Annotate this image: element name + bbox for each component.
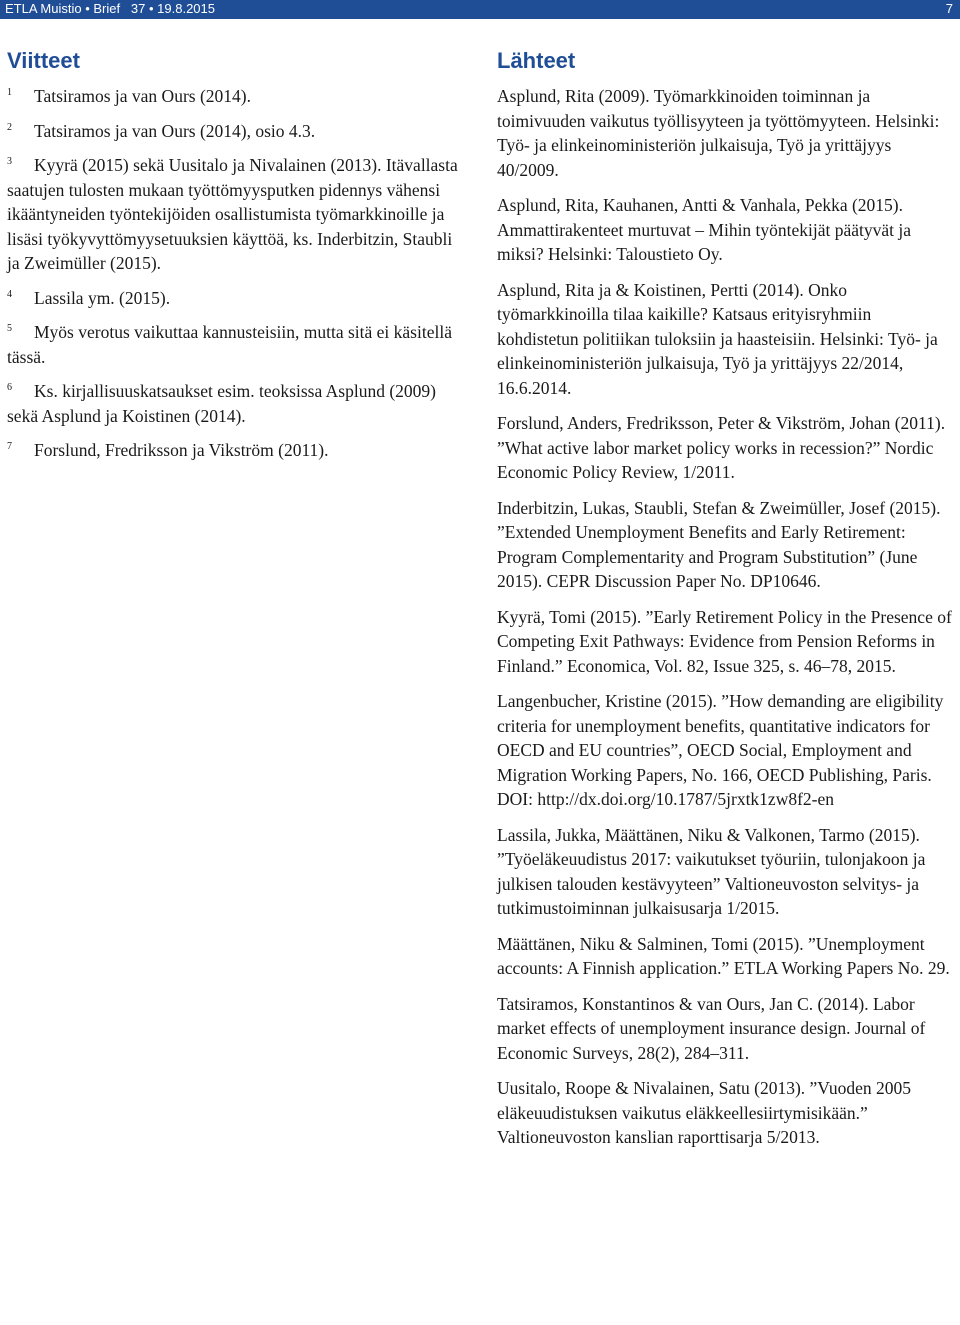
notes-column xyxy=(7,84,459,473)
reference-entry: Langenbucher, Kristine (2015). ”How demanding are eligibility criteria for unemployment benefits, quantitative indicators for OECD and EU countries”, OECD Social, Employment and Migration Working Papers, No. 166, OECD Publishing, Paris. DOI: http://dx.doi.org/10.1787/5jrxtk1zw8f2-en xyxy=(497,691,944,809)
reference-entry: Lassila, Jukka, Määttänen, Niku & Valkonen, Tarmo (2015). ”Työeläkeuudistus 2017: vaikutukset työuriin, tulonjakoon ja julkisen talouden kestävyyteen” Valtioneuvoston selvitys- ja tutkimustoiminnan julkaisusarja 1/2015. xyxy=(497,824,926,918)
footnote-text: Forslund, Fredriksson ja Vikström (2011). xyxy=(34,440,329,460)
footnote-text: Lassila ym. (2015). xyxy=(34,287,171,308)
footnote-3: $^3$ Kyyrä (2015) sekä Uusitalo ja Nivalainen (2013). Itävallasta saatujen tulosten mukaan työttömyysputken pidennys vähensi ikääntyneiden työntekijöiden osallistumista työmarkkinoille ja lisäsi työkyvyttömyysetuuksien käyttöä, ks. Inderbitzin, Staubli ja Zweimüller (2015). xyxy=(7,155,458,273)
reference-entry: Asplund, Rita (2009). Työmarkkinoiden toiminnan ja toimivuuden vaikutus työllisyyteen ja työttömyyteen. Helsinki: Työ- ja elinkeinoministeriön julkaisuja, Työ ja yrittäjyys 40/2009. xyxy=(497,86,940,180)
reference-entry: Asplund, Rita ja & Koistinen, Pertti (2014). Onko työmarkkinoilla tilaa kaikille? Katsaus erityisryhmiin kohdistetun politiikan tuloksiin ja haasteisiin. Helsinki: Työ- ja elinkeinoministeriön julkaisuja, Työ ja yrittäjyys 22/2014, 16.6.2014. xyxy=(497,279,938,398)
publication-info: ETLA Muistio • Brief 37 • 19.8.2015 xyxy=(5,1,215,16)
reference-entry: Asplund, Rita, Kauhanen, Antti & Vanhala, Pekka (2015). Ammattirakenteet murtuvat – Mihin työntekijät päätyvät ja miksi? Helsinki: Taloustieto Oy. xyxy=(497,195,912,264)
footnote-6: $^6$ Ks. kirjallisuuskatsaukset esim. teoksissa Asplund (2009) sekä Asplund ja Koistinen (2014). xyxy=(7,381,436,426)
footnote-4: $^4$ Lassila ym. (2015). xyxy=(7,287,171,308)
page-number: 7 xyxy=(945,1,953,16)
footnote-text: Kyyrä (2015) sekä Uusitalo ja Nivalainen (2013). Itävallasta saatujen tulosten mukaan työttömyysputken pidennys vähensi ikääntyneiden työntekijöiden osallistumista työmarkkinoille ja lisäsi työkyvyttömyysetuuksien käyttöä, ks. Inderbitzin, Staubli ja Zweimüller (2015). xyxy=(7,155,458,273)
footnote-text: Ks. kirjallisuuskatsaukset esim. teoksissa Asplund (2009) sekä Asplund ja Koistinen (2014). xyxy=(7,381,436,426)
footnote-5: $^5$ Myös verotus vaikuttaa kannusteisiin, mutta sitä ei käsitellä tässä. xyxy=(7,322,452,367)
footnote-1: $^1$ Tatsiramos ja van Ours (2014). xyxy=(7,86,251,106)
footnote-7: $^7$ Forslund, Fredriksson ja Vikström (2011). xyxy=(7,440,329,460)
footnote-text: Tatsiramos ja van Ours (2014). xyxy=(34,86,251,106)
reference-entry: Inderbitzin, Lukas, Staubli, Stefan & Zweimüller, Josef (2015). ”Extended Unemployment Benefits and Early Retirement: Program Complementarity and Program Substitution” (June 2015). CEPR Discussion Paper No. DP10646. xyxy=(497,497,941,591)
footnote-text: Tatsiramos ja van Ours (2014), osio 4.3. xyxy=(34,120,316,141)
page-header xyxy=(0,0,960,19)
references-heading: Lähteet xyxy=(497,48,576,73)
reference-entry: Forslund, Anders, Fredriksson, Peter & Vikström, Johan (2011). ”What active labor market policy works in recession?” Nordic Economic Policy Review, 1/2011. xyxy=(497,413,946,482)
notes-heading: Viitteet xyxy=(7,48,80,73)
references-column xyxy=(497,84,955,1161)
reference-entry: Kyyrä, Tomi (2015). ”Early Retirement Policy in the Presence of Competing Exit Pathways: Evidence from Pension Reforms in Finland.” Economica, Vol. 82, Issue 325, s. 46–78, 2015. xyxy=(497,606,952,676)
footnote-text: Myös verotus vaikuttaa kannusteisiin, mutta sitä ei käsitellä tässä. xyxy=(7,322,452,367)
reference-entry: Uusitalo, Roope & Nivalainen, Satu (2013). ”Vuoden 2005 eläkeuudistuksen vaikutus eläkkeellesiirtymisikään.” Valtioneuvoston kanslian raporttisarja 5/2013. xyxy=(497,1078,912,1147)
reference-entry: Määttänen, Niku & Salminen, Tomi (2015). ”Unemployment accounts: A Finnish application.” ETLA Working Papers No. 29. xyxy=(497,933,950,978)
footnote-2: $^2$ Tatsiramos ja van Ours (2014), osio 4.3. xyxy=(7,120,316,141)
reference-entry: Tatsiramos, Konstantinos & van Ours, Jan C. (2014). Labor market effects of unemployment insurance design. Journal of Economic Surveys, 28(2), 284–311. xyxy=(497,993,926,1063)
